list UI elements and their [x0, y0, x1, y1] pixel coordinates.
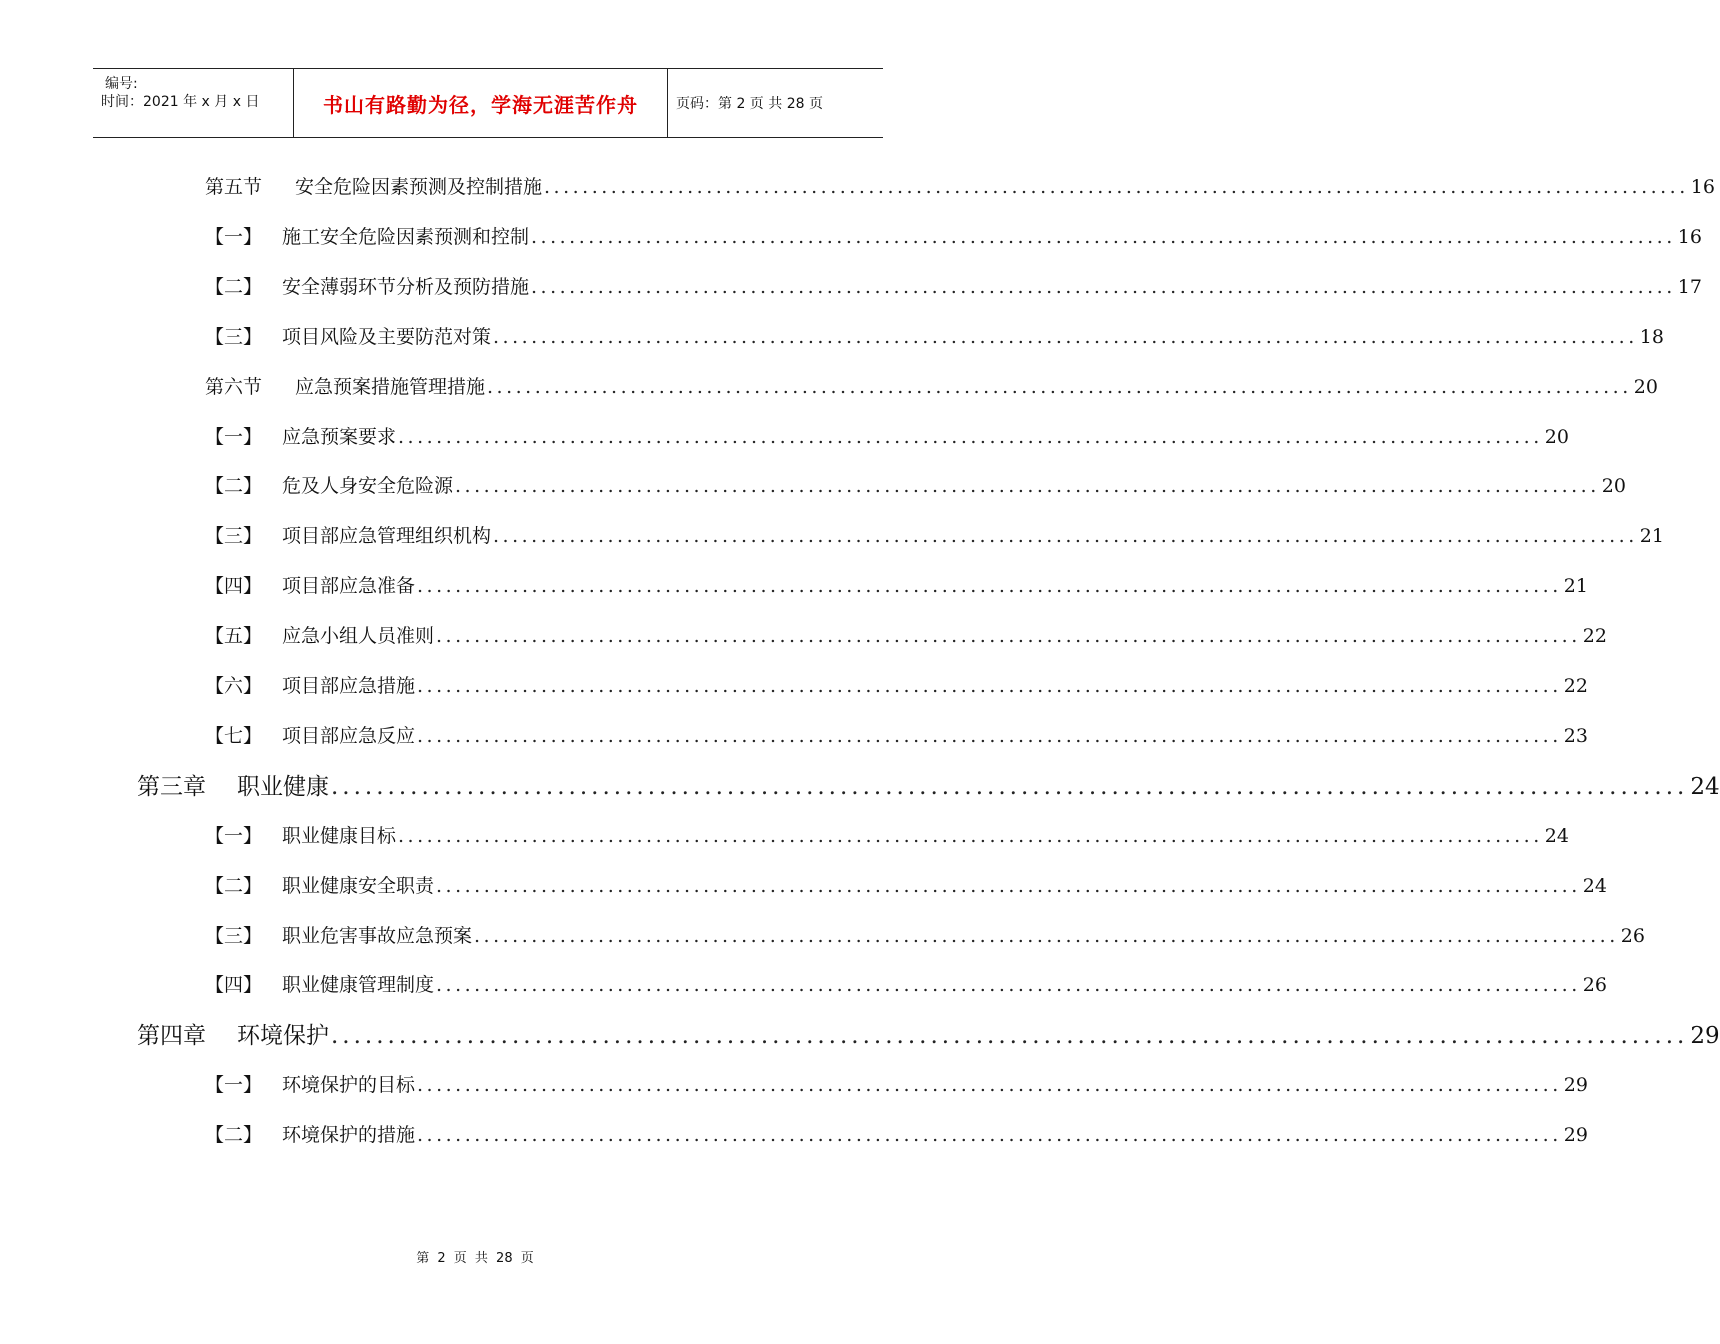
toc-entry [137, 768, 1720, 801]
toc-entry-page: 16 [1677, 225, 1702, 248]
toc-dot-leader: ........................................................................................................................ [331, 773, 1689, 800]
toc-dot-leader: ........................................................................................................................ [398, 425, 1543, 448]
header-time-label: 时间：2021 年 x 月 x 日 [101, 94, 260, 110]
toc-entry [205, 970, 1607, 997]
toc-entry-label: 【二】 [205, 874, 263, 897]
toc-entry-title: 职业健康安全职责 [282, 874, 435, 897]
toc-entry-label: 第五节 [205, 176, 263, 198]
page-footer: 第 2 页 共 28 页 [416, 1251, 534, 1266]
toc-entry-title: 职业危害事故应急预案 [282, 924, 473, 947]
header-meta-cell [93, 69, 293, 137]
toc-entry [205, 1070, 1588, 1097]
toc-entry [205, 272, 1702, 299]
toc-entry-label: 第三章 [137, 773, 206, 800]
header-number-label: 编号: [105, 76, 138, 92]
toc-entry-page: 24 [1544, 824, 1569, 847]
toc-entry-page: 16 [1690, 176, 1715, 198]
toc-dot-leader: ........................................................................................................................ [474, 924, 1619, 947]
toc-entry-title: 安全危险因素预测及控制措施 [295, 176, 543, 198]
toc-entry-label: 【一】 [205, 1074, 263, 1097]
toc-entry [205, 921, 1645, 948]
toc-entry-label: 第六节 [205, 375, 263, 398]
toc-entry [205, 721, 1588, 748]
toc-dot-leader: ........................................................................................................................ [417, 675, 1562, 697]
toc-entry-page: 20 [1544, 425, 1569, 448]
header-page-label: 页码：第 2 页 共 28 页 [676, 96, 823, 112]
toc-entry-title: 安全薄弱环节分析及预防措施 [282, 275, 530, 298]
toc-entry-title: 施工安全危险因素预测和控制 [282, 225, 530, 248]
toc-entry [205, 621, 1607, 648]
toc-entry-label: 【四】 [205, 575, 263, 598]
toc-entry-label: 【六】 [205, 675, 263, 697]
toc-entry-title: 环境保护的目标 [282, 1074, 416, 1097]
toc-entry [205, 571, 1588, 598]
toc-entry-label: 【三】 [205, 325, 263, 348]
toc-entry [205, 471, 1626, 498]
toc-entry-label: 【一】 [205, 225, 263, 248]
toc-entry-label: 【四】 [205, 974, 263, 997]
toc-entry [205, 871, 1607, 898]
toc-entry-label: 【二】 [205, 475, 263, 498]
toc-entry-page: 21 [1563, 575, 1588, 598]
toc-entry [205, 671, 1588, 698]
toc-entry [137, 1017, 1720, 1050]
header-page-cell [668, 69, 891, 137]
toc-entry-title: 项目部应急准备 [282, 575, 416, 598]
toc-dot-leader: ........................................................................................................................ [417, 724, 1562, 747]
toc-entry-page: 17 [1677, 275, 1702, 298]
toc-dot-leader: ........................................................................................................................ [531, 275, 1676, 298]
toc-entry-page: 21 [1639, 525, 1664, 548]
toc-dot-leader: ........................................................................................................................ [493, 525, 1638, 548]
toc-entry-page: 18 [1639, 325, 1664, 348]
toc-dot-leader: ........................................................................................................................ [436, 625, 1581, 648]
toc-dot-leader: ........................................................................................................................ [331, 1023, 1689, 1050]
header-motto: 书山有路勤为径，学海无涯苦作舟 [323, 92, 638, 117]
toc-entry [205, 222, 1702, 249]
toc-entry [205, 821, 1569, 848]
toc-entry-label: 【三】 [205, 924, 263, 947]
toc-entry-title: 环境保护 [237, 1023, 329, 1050]
toc-entry-title: 应急预案措施管理措施 [295, 375, 486, 398]
toc-entry-page: 29 [1563, 1124, 1588, 1147]
toc-dot-leader: ........................................................................................................................ [417, 575, 1562, 598]
toc-entry-page: 23 [1563, 724, 1588, 747]
toc-entry-page: 22 [1563, 675, 1588, 697]
toc-entry-page: 29 [1563, 1074, 1588, 1097]
toc-entry-label: 【一】 [205, 824, 263, 847]
toc-entry [205, 1120, 1588, 1147]
toc-entry-title: 危及人身安全危险源 [282, 475, 454, 498]
toc-entry-page: 20 [1601, 475, 1626, 498]
toc-entry [205, 322, 1664, 349]
toc-entry-page: 24 [1690, 773, 1720, 800]
toc-entry-title: 应急小组人员准则 [282, 625, 435, 648]
toc-entry-label: 【二】 [205, 1124, 263, 1147]
toc-dot-leader: ........................................................................................................................ [398, 824, 1543, 847]
toc-dot-leader: ........................................................................................................................ [531, 225, 1676, 248]
toc-entry-label: 第四章 [137, 1023, 206, 1050]
toc-dot-leader: ........................................................................................................................ [417, 1124, 1562, 1147]
toc-entry-label: 【七】 [205, 724, 263, 747]
toc-entry-page: 26 [1620, 924, 1645, 947]
toc-entry-label: 【一】 [205, 425, 263, 448]
toc-entry-page: 20 [1633, 375, 1658, 398]
header-motto-cell [293, 69, 668, 137]
toc-entry-title: 项目部应急管理组织机构 [282, 525, 492, 548]
toc-entry [205, 372, 1658, 399]
toc-entry-title: 项目部应急反应 [282, 724, 416, 747]
toc-dot-leader: ........................................................................................................................ [455, 475, 1600, 498]
toc-entry-title: 项目风险及主要防范对策 [282, 325, 492, 348]
toc-entry [205, 521, 1664, 548]
toc-dot-leader: ........................................................................................................................ [436, 874, 1581, 897]
toc-entry-label: 【三】 [205, 525, 263, 548]
toc-entry-title: 职业健康目标 [282, 824, 397, 847]
toc-entry-page: 22 [1582, 625, 1607, 648]
toc-entry-page: 26 [1582, 974, 1607, 997]
page-header [93, 68, 883, 138]
toc-entry-title: 职业健康管理制度 [282, 974, 435, 997]
toc-dot-leader: ........................................................................................................................ [493, 325, 1638, 348]
toc-entry [205, 172, 1715, 199]
toc-entry [205, 422, 1569, 449]
toc-dot-leader: ........................................................................................................................ [436, 974, 1581, 997]
toc-entry-title: 环境保护的措施 [282, 1124, 416, 1147]
toc-entry-title: 项目部应急措施 [282, 675, 416, 697]
toc-entry-label: 【二】 [205, 275, 263, 298]
toc-entry-page: 24 [1582, 874, 1607, 897]
toc-entry-label: 【五】 [205, 625, 263, 648]
toc-entry-title: 应急预案要求 [282, 425, 397, 448]
toc-entry-title: 职业健康 [237, 773, 329, 800]
toc-dot-leader: ........................................................................................................................ [417, 1074, 1562, 1097]
toc-dot-leader: ........................................................................................................................ [487, 375, 1632, 398]
toc-entry-page: 29 [1690, 1023, 1720, 1050]
toc-dot-leader: ........................................................................................................................ [544, 176, 1689, 198]
